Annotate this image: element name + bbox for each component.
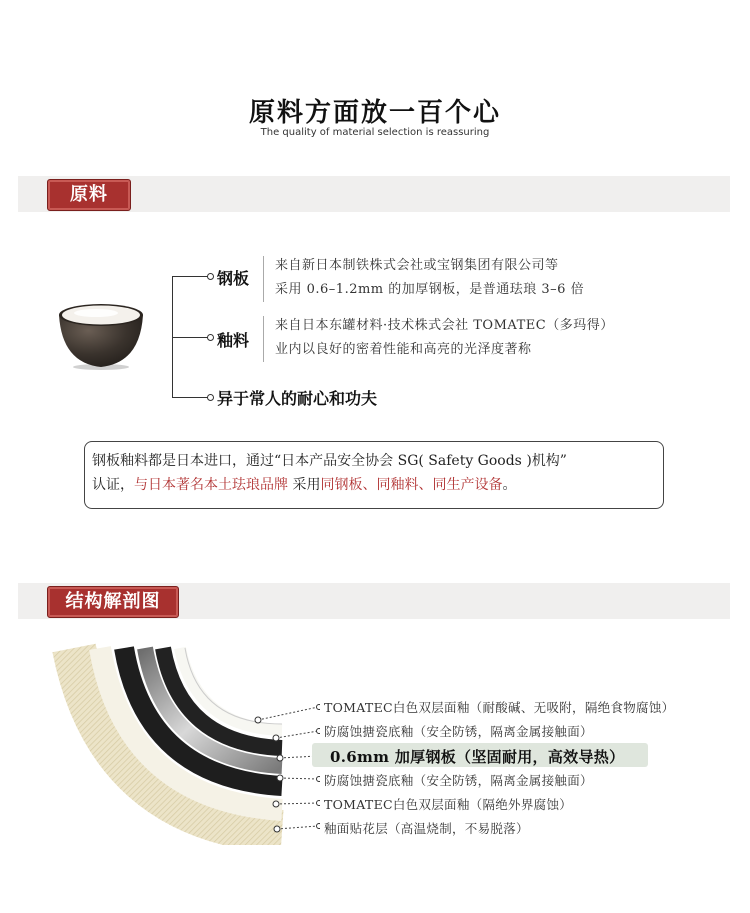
layer-label-outer-ground: 防腐蚀搪瓷底釉（安全防锈，隔离金属接触面）: [324, 773, 593, 788]
material-desc-glaze: [275, 314, 614, 362]
tree-node-1: [207, 273, 214, 280]
note-line-2: [92, 473, 662, 497]
material-divider-1: [263, 256, 264, 302]
certification-note: [92, 449, 662, 497]
material-desc-steel: [275, 254, 584, 302]
layer-label-decal: 釉面贴花层（高温烧制，不易脱落）: [324, 821, 529, 836]
layer-label-steel: 0.6mm 加厚钢板（坚固耐用，高效导热）: [330, 748, 625, 766]
section-tag-materials: 原料: [47, 179, 131, 211]
note-mid: 采用: [288, 477, 321, 493]
note-suffix: 。: [502, 477, 517, 493]
material-label-glaze: 釉料: [217, 331, 250, 350]
material-desc-line: 业内以良好的密着性能和高亮的光泽度著称: [275, 342, 532, 357]
page-subtitle: The quality of material selection is reassuring: [260, 127, 490, 138]
material-desc-line: 来自日本东罐材料·技术株式会社 TOMATEC（多玛得）: [275, 318, 614, 333]
tree-node-3: [207, 394, 214, 401]
layer-label-inner-ground: 防腐蚀搪瓷底釉（安全防锈，隔离金属接触面）: [324, 724, 593, 739]
material-label-patience: 异于常人的耐心和功夫: [217, 389, 378, 408]
cross-section-illustration: [0, 620, 320, 845]
material-divider-2: [263, 316, 264, 362]
layer-label-outer-glaze: TOMATEC白色双层面釉（隔绝外界腐蚀）: [324, 797, 573, 812]
material-label-steel: 钢板: [217, 269, 250, 288]
note-line-1: 钢板釉料都是日本进口，通过“日本产品安全协会 SG( Safety Goods )机构”: [92, 453, 567, 469]
tree-branch-1: [172, 276, 212, 277]
note-highlight-equipment: 同钢板、同釉料、同生产设备: [320, 477, 503, 493]
note-prefix: 认证，: [92, 477, 134, 493]
layer-label-inner-glaze: TOMATEC白色双层面釉（耐酸碱、无吸附，隔绝食物腐蚀）: [324, 700, 675, 715]
material-desc-line: 来自新日本制铁株式会社或宝钢集团有限公司等: [275, 258, 559, 273]
note-highlight-brand: 与日本著名本土珐琅品牌: [134, 477, 288, 493]
tree-branch-2: [172, 337, 212, 338]
tree-node-2: [207, 334, 214, 341]
tree-branch-3: [172, 397, 212, 398]
page-title: 原料方面放一百个心: [248, 98, 501, 128]
bowl-illustration: [56, 297, 146, 371]
material-desc-line: 采用 0.6–1.2mm 的加厚钢板，是普通珐琅 3–6 倍: [275, 282, 585, 297]
section-tag-structure: 结构解剖图: [47, 586, 179, 618]
